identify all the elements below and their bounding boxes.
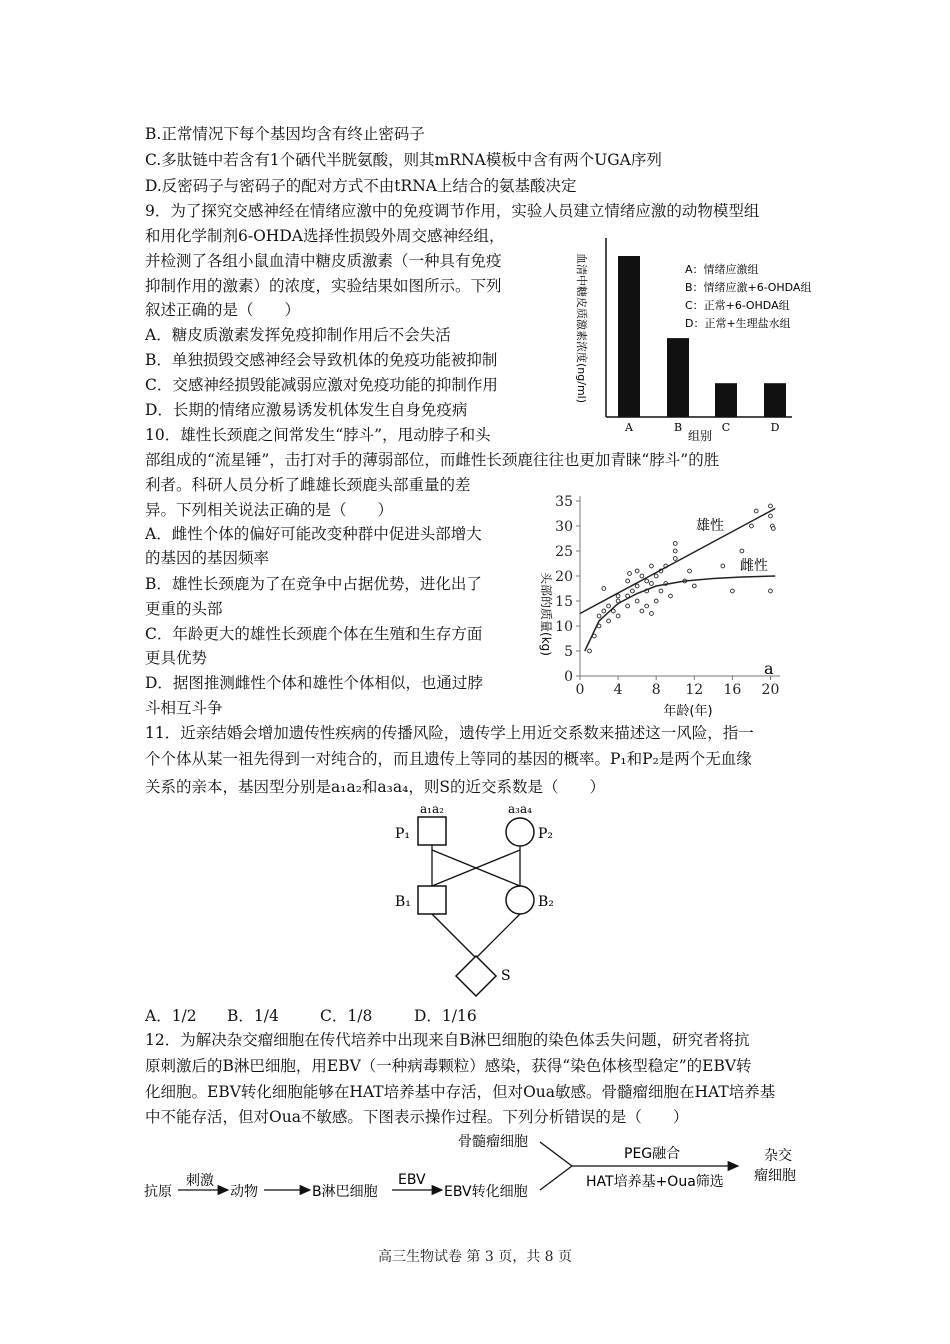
q11-option-a: A．1/2 xyxy=(145,1007,197,1025)
scatter-point xyxy=(626,579,630,583)
scatter-point xyxy=(721,564,725,568)
scatter-ylabel: 头部的质量(kg) xyxy=(539,572,553,656)
q10-option-c: C．年龄更大的雄性长颈鹿个体在生殖和生存方面 xyxy=(145,625,483,643)
y-tick-label: 30 xyxy=(555,519,573,535)
male-series-label: 雄性 xyxy=(696,518,724,534)
flow-merge-line xyxy=(540,1166,572,1190)
x-tick-label: 16 xyxy=(723,682,742,698)
q11-stem-line: 个个体从某一祖先得到一对纯合的，而且遗传上等同的基因的概率。P₁和P₂是两个无血缘 xyxy=(145,750,752,768)
b1-male-square xyxy=(418,886,446,914)
bar-A xyxy=(618,256,640,417)
q12-stem-line: 12．为解决杂交瘤细胞在传代培养中出现来自B淋巴细胞的染色体丢失问题，研究者将抗 xyxy=(145,1031,750,1049)
bar-legend-item: D：正常+生理盐水组 xyxy=(685,317,791,330)
b2-female-circle xyxy=(506,886,534,914)
scatter-point xyxy=(616,614,620,618)
scatter-point xyxy=(602,587,606,591)
scatter-point xyxy=(754,509,758,513)
q10-stem-line: 部组成的“流星锤”，击打对手的薄弱部位，而雌性长颈鹿往往也更加青睐“脖斗”的胜 xyxy=(145,451,720,469)
x-tick-label: 4 xyxy=(613,682,623,698)
q9-option-a: A．糖皮质激素发挥免疫抑制作用后不会失活 xyxy=(145,326,451,344)
flow-antigen: 抗原 xyxy=(144,1184,172,1200)
female-fit-line xyxy=(585,576,775,651)
y-tick-label: 25 xyxy=(555,544,573,560)
q11-option-b: B．1/4 xyxy=(227,1007,279,1025)
q11-option-d: D．1/16 xyxy=(414,1007,477,1025)
p2-genotype: a₃a₄ xyxy=(508,802,532,816)
scatter-point xyxy=(673,542,677,546)
page-footer: 高三生物试卷 第 3 页，共 8 页 xyxy=(377,1249,573,1265)
bar-C xyxy=(715,383,737,417)
x-tick-label: 20 xyxy=(761,682,780,698)
flow-hybrid-line2: 瘤细胞 xyxy=(754,1168,796,1184)
flow-animal: 动物 xyxy=(230,1184,258,1200)
scatter-point xyxy=(659,589,663,593)
bar-legend-item: B：情绪应激+6-OHDA组 xyxy=(685,281,812,294)
q9-stem-line: 抑制作用的激素）的浓度，实验结果如图所示。下列 xyxy=(145,277,502,295)
scatter-point xyxy=(650,564,654,568)
s-label: S xyxy=(501,968,511,984)
x-tick-label: 12 xyxy=(685,682,704,698)
q10-option-c-cont: 更具优势 xyxy=(145,649,208,667)
scatter-point xyxy=(635,584,639,588)
panel-label: a xyxy=(764,659,774,678)
scatter-point xyxy=(654,599,658,603)
scatter-point xyxy=(602,609,606,613)
scatter-point xyxy=(626,604,630,608)
q9-stem-line: 9．为了探究交感神经在情绪应激中的免疫调节作用，实验人员建立情绪应激的动物模型组 xyxy=(145,202,760,220)
q12-stem-line: 原刺激后的B淋巴细胞，用EBV（一种病毒颗粒）感染，获得“染色体核型稳定”的EBV转 xyxy=(145,1057,752,1075)
p2-female-circle xyxy=(506,818,534,846)
scatter-point xyxy=(650,582,654,586)
q10-option-b-cont: 更重的头部 xyxy=(145,600,223,618)
scatter-point xyxy=(673,549,677,553)
q12-stem-line: 化细胞。EBV转化细胞能够在HAT培养基中存活，但对Oua敏感。骨髓瘤细胞在HAT培养基 xyxy=(145,1083,776,1101)
flow-ebv-cell: EBV转化细胞 xyxy=(444,1184,528,1200)
y-tick-label: 10 xyxy=(555,619,573,635)
scatter-point xyxy=(750,524,754,528)
scatter-point xyxy=(769,504,773,508)
y-tick-label: 15 xyxy=(555,594,573,610)
bar-category-label: A xyxy=(625,421,633,434)
p1-label: P₁ xyxy=(395,826,411,842)
q8-option-d: D.反密码子与密码子的配对方式不由tRNA上结合的氨基酸决定 xyxy=(145,177,577,195)
scatter-point xyxy=(769,514,773,518)
b1-label: B₁ xyxy=(395,894,411,910)
scatter-point xyxy=(607,604,611,608)
scatter-point xyxy=(650,612,654,616)
scatter-point xyxy=(635,599,639,603)
pedigree-line xyxy=(476,914,520,958)
q12-stem-line: 中不能存活，但对Oua不敏感。下图表示操作过程。下列分析错误的是（ ） xyxy=(145,1108,689,1126)
q9-option-c: C．交感神经损毁能减弱应激对免疫功能的抑制作用 xyxy=(145,376,498,394)
q10-option-b: B．雄性长颈鹿为了在竞争中占据优势，进化出了 xyxy=(145,575,482,593)
p2-label: P₂ xyxy=(538,826,554,842)
bar-B xyxy=(667,338,689,417)
scatter-point xyxy=(692,584,696,588)
scatter-chart xyxy=(528,484,798,720)
x-tick-label: 0 xyxy=(575,682,585,698)
scatter-point xyxy=(597,614,601,618)
flow-ebv-label: EBV xyxy=(398,1172,426,1188)
flow-stimulate-label: 刺激 xyxy=(186,1173,214,1189)
q11-stem-line: 关系的亲本，基因型分别是a₁a₂和a₃a₄，则S的近交系数是（ ） xyxy=(145,778,605,796)
bar-category-label: C xyxy=(721,421,731,434)
q10-stem-line: 异。下列相关说法正确的是（ ） xyxy=(145,501,394,519)
scatter-point xyxy=(645,604,649,608)
bar-category-label: B xyxy=(673,421,683,434)
scatter-point xyxy=(645,579,649,583)
scatter-point xyxy=(740,549,744,553)
scatter-point xyxy=(588,649,592,653)
pedigree-line xyxy=(432,914,476,958)
scatter-point xyxy=(640,574,644,578)
scatter-point xyxy=(635,569,639,573)
q8-option-c: C.多肽链中若含有1个硒代半胱氨酸，则其mRNA模板中含有两个UGA序列 xyxy=(145,151,662,169)
flow-peg-label: PEG融合 xyxy=(624,1146,681,1162)
bar-chart-ylabel: 血清中糖皮质激素浓度(ng/ml) xyxy=(575,252,588,404)
female-series-label: 雌性 xyxy=(740,558,768,574)
scatter-point xyxy=(769,589,773,593)
scatter-point xyxy=(630,589,634,593)
bar-legend-item: C：正常+6-OHDA组 xyxy=(685,299,790,312)
x-tick-label: 8 xyxy=(651,682,661,698)
q10-option-d-cont: 斗相互斗争 xyxy=(145,699,223,717)
flow-hybrid-line1: 杂交 xyxy=(764,1148,792,1164)
bar-D xyxy=(764,383,786,417)
scatter-xlabel: 年龄(年) xyxy=(663,704,713,719)
pedigree-diagram xyxy=(380,798,570,998)
scatter-point xyxy=(607,619,611,623)
scatter-point xyxy=(628,572,632,576)
scatter-point xyxy=(673,557,677,561)
scatter-point xyxy=(616,594,620,598)
p1-genotype: a₁a₂ xyxy=(420,802,444,816)
q8-option-b: B.正常情况下每个基因均含有终止密码子 xyxy=(145,125,425,143)
scatter-point xyxy=(669,594,673,598)
s-diamond xyxy=(456,956,496,996)
q11-stem-line: 11．近亲结婚会增加遗传性疾病的传播风险，遗传学上用近交系数来描述这一风险，指一 xyxy=(145,724,754,742)
scatter-point xyxy=(730,589,734,593)
y-tick-label: 5 xyxy=(564,644,573,660)
q10-option-a: A．雌性个体的偏好可能改变种群中促进头部增大 xyxy=(145,525,482,543)
q9-option-b: B．单独损毁交感神经会导致机体的免疫功能被抑制 xyxy=(145,351,498,369)
flow-merge-line xyxy=(540,1142,572,1166)
q9-stem-line: 和用化学制剂6-OHDA选择性损毁外周交感神经组， xyxy=(145,227,505,245)
q10-option-d: D．据图推测雌性个体和雄性个体相似，也通过脖 xyxy=(145,674,483,692)
flow-myeloma: 骨髓瘤细胞 xyxy=(458,1134,528,1150)
flow-hat-label: HAT培养基+Oua筛选 xyxy=(586,1174,724,1190)
bar-legend-item: A：情绪应激组 xyxy=(685,263,759,276)
y-tick-label: 20 xyxy=(555,569,573,585)
bar-chart xyxy=(552,230,852,450)
q9-option-d: D．长期的情绪应激易诱发机体发生自身免疫病 xyxy=(145,401,468,419)
q11-option-c: C．1/8 xyxy=(320,1007,373,1025)
q9-stem-line: 叙述正确的是（ ） xyxy=(145,301,301,319)
q10-option-a-cont: 的基因的基因频率 xyxy=(145,549,270,567)
bar-chart-xlabel: 组别 xyxy=(687,429,713,443)
flow-diagram xyxy=(140,1128,820,1208)
q10-stem-line: 利者。科研人员分析了雌雄长颈鹿头部重量的差 xyxy=(145,476,471,494)
b2-label: B₂ xyxy=(538,894,554,910)
p1-male-square xyxy=(418,817,446,845)
scatter-point xyxy=(771,527,775,531)
scatter-point xyxy=(640,609,644,613)
scatter-point xyxy=(688,569,692,573)
y-tick-label: 35 xyxy=(555,494,573,510)
scatter-point xyxy=(654,574,658,578)
q10-stem-line: 10．雄性长颈鹿之间常发生“脖斗”，甩动脖子和头 xyxy=(145,426,491,444)
q9-stem-line: 并检测了各组小鼠血清中糖皮质激素（一种具有免疫 xyxy=(145,252,502,270)
bar-category-label: D xyxy=(770,421,780,434)
flow-bcell: B淋巴细胞 xyxy=(312,1184,378,1200)
y-tick-label: 0 xyxy=(564,669,573,685)
